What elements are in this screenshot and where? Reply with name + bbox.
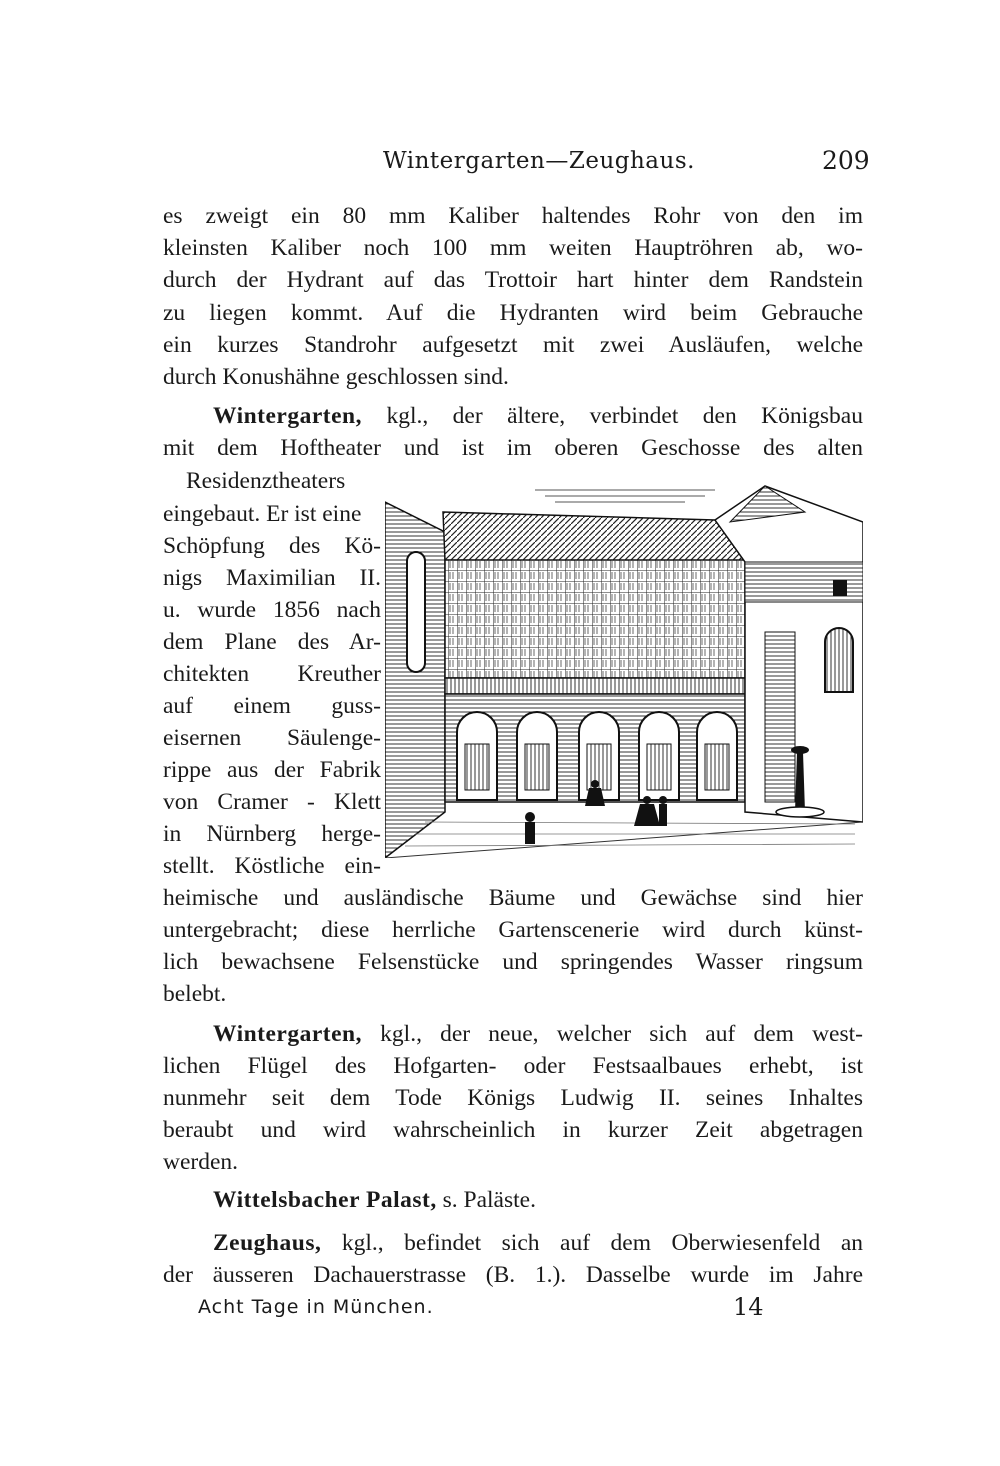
footer-book-title: Acht Tage in München. [198,1296,434,1318]
text-line: Schöpfung des Kö- [163,533,381,559]
entry-heading: Wittelsbacher Palast, [213,1187,437,1213]
entry-first-line [213,1018,863,1050]
text-line: u. wurde 1856 nach [163,597,381,623]
text-line: von Cramer - Klett [163,789,381,815]
text-line: in Nürnberg herge- [163,821,381,847]
text-line: durch der Hydrant auf das Trottoir hart hinter dem Randstein [163,267,863,293]
text-line: lichen Flügel des Hofgarten- oder Festsaalbaues erhebt, ist [163,1053,863,1079]
text-line: nigs Maximilian II. [163,565,381,591]
text-line: rippe aus der Fabrik [163,757,381,783]
text-line: auf einem guss- [163,693,381,719]
text-line: lich bewachsene Felsenstücke und springendes Wasser ringsum [163,949,863,975]
entry-heading: Wintergarten, [213,1021,362,1047]
text-line: zu liegen kommt. Auf die Hydranten wird beim Gebrauche [163,300,863,326]
text-line: Residenztheaters [186,468,346,494]
text-line: stellt. Köstliche ein- [163,853,381,879]
text-line: es zweigt ein 80 mm Kaliber haltendes Rohr von den im [163,203,863,229]
wintergarten-engraving [385,482,863,858]
entry-text: kgl., der ältere, verbindet den Königsbau [362,403,863,429]
text-line: belebt. [163,981,227,1007]
page-number: 209 [822,146,870,175]
entry-text: kgl., befindet sich auf dem Oberwiesenfeld an [321,1230,863,1256]
text-line: ein kurzes Standrohr aufgesetzt mit zwei Ausläufen, welche [163,332,863,358]
entry-text: kgl., der neue, welcher sich auf dem west- [362,1021,863,1047]
text-line: der äusseren Dachauerstrasse (B. 1.). Dasselbe wurde im Jahre [163,1262,863,1288]
entry-first-line [213,400,863,432]
text-line: kleinsten Kaliber noch 100 mm weiten Hauptröhren ab, wo- [163,235,863,261]
entry-first-line [213,1227,863,1259]
text-line: mit dem Hoftheater und ist im oberen Geschosse des alten [163,435,863,461]
text-line: eisernen Säulenge- [163,725,381,751]
text-line: untergebracht; diese herrliche Gartenscenerie wird durch künst- [163,917,863,943]
text-line: beraubt und wird wahrscheinlich in kurzer Zeit abgetragen [163,1117,863,1143]
text-line: durch Konushähne geschlossen sind. [163,364,509,390]
entry-heading: Wintergarten, [213,403,362,429]
text-line: chitekten Kreuther [163,661,381,687]
text-line: werden. [163,1149,239,1175]
text-line: heimische und ausländische Bäume und Gewächse sind hier [163,885,863,911]
entry-first-line [213,1184,863,1216]
text-line: dem Plane des Ar- [163,629,381,655]
footer-signature: 14 [733,1293,764,1321]
entry-text: s. Paläste. [436,1187,536,1213]
text-line: eingebaut. Er ist eine [163,501,362,527]
text-line: nunmehr seit dem Tode Königs Ludwig II. seines Inhaltes [163,1085,863,1111]
entry-heading: Zeughaus, [213,1230,322,1256]
running-head: Wintergarten—Zeughaus. [383,148,695,174]
